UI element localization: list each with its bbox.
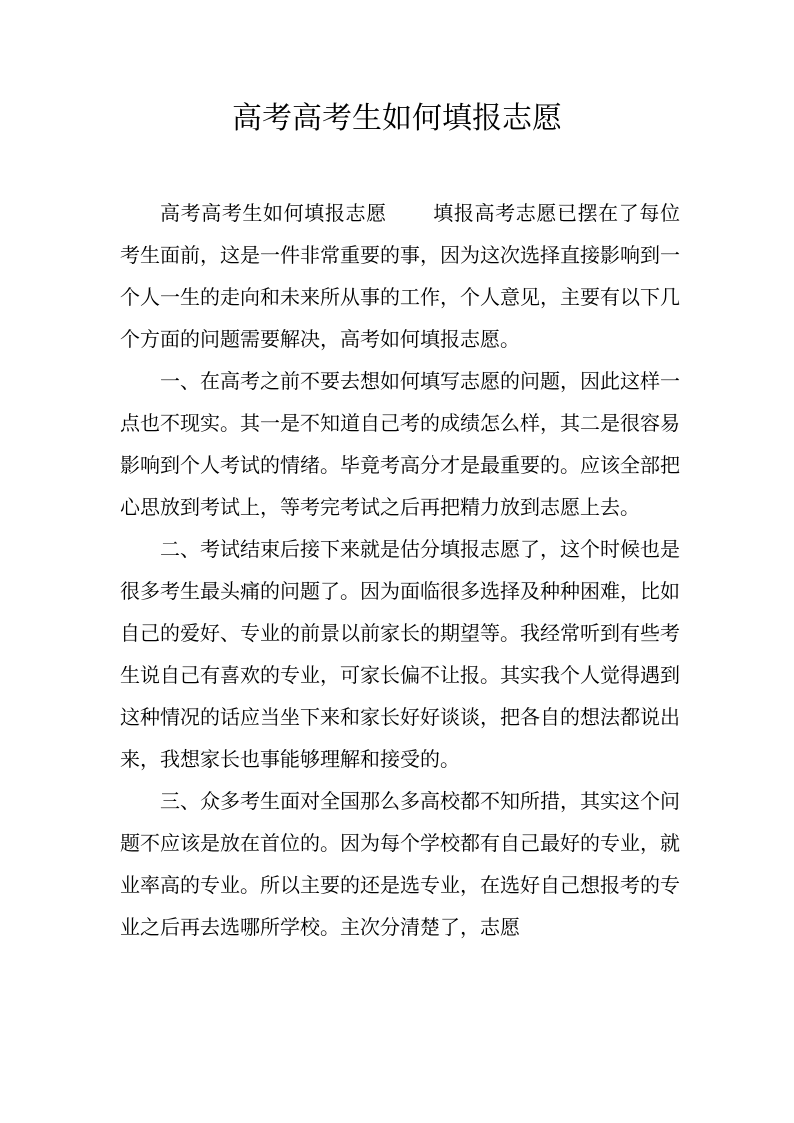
paragraph-text: 填报高考志愿已摆在了每位考生面前，这是一件非常重要的事，因为这次选择直接影响到一个人一生的走向和未来所从事的工作，个人意见，主要有以下几个方面的问题需要解决，高考如何填报志愿。 bbox=[120, 201, 681, 351]
paragraph-three: 三、众多考生面对全国那么多高校都不知所措，其实这个问题不应该是放在首位的。因为每个学校都有自己最好的专业，就业率高的专业。所以主要的还是选专业，在选好自己想报考的专业之后再去选哪所学校。主次分清楚了，志愿 bbox=[120, 789, 680, 939]
intro-heading: 高考高考生如何填报志愿 bbox=[160, 201, 387, 225]
document-title: 高考高考生如何填报志愿 bbox=[232, 101, 562, 136]
paragraph-intro bbox=[120, 192, 680, 360]
paragraph-one: 一、在高考之前不要去想如何填写志愿的问题，因此这样一点也不现实。其一是不知道自己考的成绩怎么样，其二是很容易影响到个人考试的情绪。毕竟考高分才是最重要的。应该全部把心思放到考试上，等考完考试之后再把精力放到志愿上去。 bbox=[120, 369, 680, 519]
paragraph-two: 二、考试结束后接下来就是估分填报志愿了，这个时候也是很多考生最头痛的问题了。因为面临很多选择及种种困难，比如自己的爱好、专业的前景以前家长的期望等。我经常听到有些考生说自己有喜欢的专业，可家长偏不让报。其实我个人觉得遇到这种情况的话应当坐下来和家长好好谈谈，把各自的想法都说出来，我想家长也事能够理解和接受的。 bbox=[120, 537, 680, 771]
document-body bbox=[120, 192, 680, 948]
